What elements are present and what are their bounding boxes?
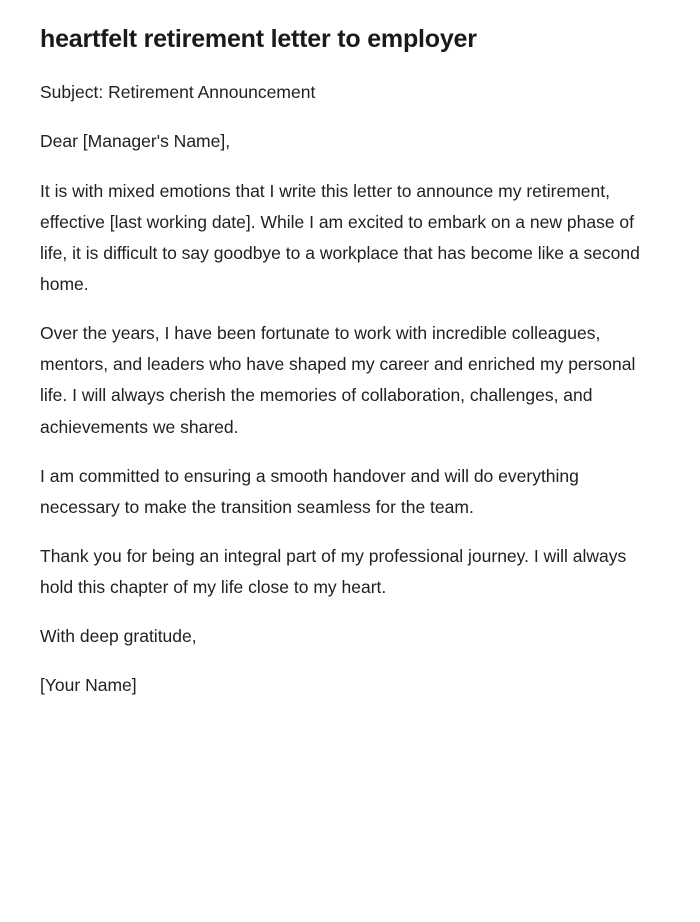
paragraph-gratitude-colleagues: Over the years, I have been fortunate to work with incredible colleagues, mentors, and leaders who have shaped my career and enriched my personal life. I will always cherish the memories of collaboration, challenges, and achievements we shared.: [40, 323, 636, 437]
paragraph-announcement: It is with mixed emotions that I write this letter to announce my retirement, effective [last working date]. While I am excited to embark on a new phase of life, it is difficult to say goodbye to a workplace that has become like a second home.: [40, 180, 640, 294]
paragraph-subject: Subject: Retirement Announcement: [40, 82, 316, 103]
paragraph-salutation: Dear [Manager's Name],: [40, 131, 231, 152]
paragraph-thanks: Thank you for being an integral part of my professional journey. I will always hold this chapter of my life close to my heart.: [40, 545, 627, 598]
paragraph-handover: I am committed to ensuring a smooth handover and will do everything necessary to make the transition seamless for the team.: [40, 465, 579, 517]
page-title: heartfelt retirement letter to employer: [40, 25, 477, 53]
letter-body: [40, 77, 660, 701]
paragraph-signature: [Your Name]: [40, 675, 137, 696]
paragraph-closing: With deep gratitude,: [40, 626, 197, 647]
